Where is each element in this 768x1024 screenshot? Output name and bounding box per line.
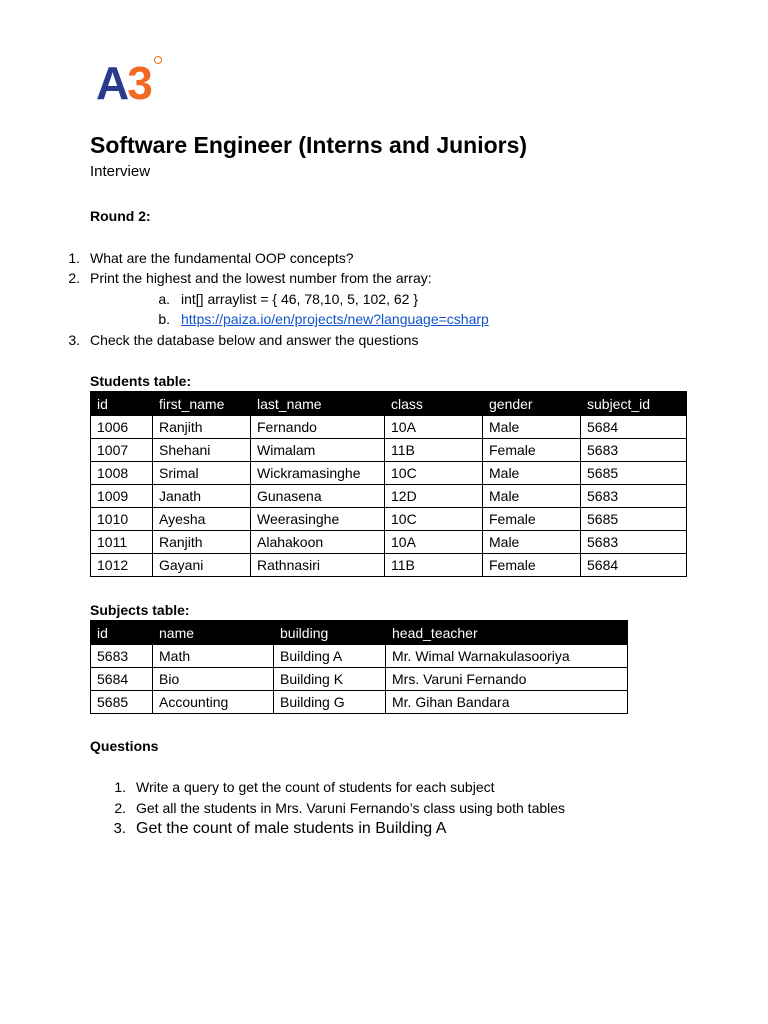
questions-heading: Questions xyxy=(90,738,159,754)
table-header-row xyxy=(91,621,628,645)
table-cell: Male xyxy=(483,485,581,508)
table-cell: 10A xyxy=(385,531,483,554)
table-cell: Ranjith xyxy=(153,416,251,439)
table-row xyxy=(91,668,628,691)
list-item-number: 3. xyxy=(68,332,80,348)
column-header: gender xyxy=(483,392,581,416)
table-cell: 5684 xyxy=(581,416,687,439)
column-header: class xyxy=(385,392,483,416)
list-item-text: What are the fundamental OOP concepts? xyxy=(90,250,354,266)
table-cell: 5683 xyxy=(581,531,687,554)
sublist-item-number: b. xyxy=(158,311,170,327)
table-cell: 5684 xyxy=(91,668,153,691)
table-cell: 1009 xyxy=(91,485,153,508)
table-row xyxy=(91,508,687,531)
table-row xyxy=(91,439,687,462)
table-cell: 10C xyxy=(385,462,483,485)
logo-degree-mark xyxy=(154,56,162,64)
column-header: head_teacher xyxy=(386,621,628,645)
table-cell: 5683 xyxy=(581,439,687,462)
table-cell: Female xyxy=(483,554,581,577)
subjects-table xyxy=(90,620,628,714)
question-number: 1. xyxy=(114,779,126,795)
question-number: 2. xyxy=(114,800,126,816)
table-cell: Bio xyxy=(153,668,274,691)
table-cell: 5685 xyxy=(91,691,153,714)
a3-logo xyxy=(96,58,151,108)
table-cell: Alahakoon xyxy=(251,531,385,554)
table-row xyxy=(91,462,687,485)
table-cell: Building A xyxy=(274,645,386,668)
table-cell: 10C xyxy=(385,508,483,531)
column-header: name xyxy=(153,621,274,645)
column-header: id xyxy=(91,621,153,645)
table-row xyxy=(91,485,687,508)
table-cell: Wimalam xyxy=(251,439,385,462)
paiza-link[interactable]: https://paiza.io/en/projects/new?language=csharp xyxy=(181,311,489,327)
table-cell: Mrs. Varuni Fernando xyxy=(386,668,628,691)
table-cell: 1008 xyxy=(91,462,153,485)
students-table xyxy=(90,391,687,577)
table-cell: 11B xyxy=(385,439,483,462)
table-cell: Srimal xyxy=(153,462,251,485)
column-header: last_name xyxy=(251,392,385,416)
table-cell: Female xyxy=(483,439,581,462)
list-item-text: Check the database below and answer the questions xyxy=(90,332,419,348)
table-cell: 1007 xyxy=(91,439,153,462)
table-cell: Male xyxy=(483,416,581,439)
table-cell: 12D xyxy=(385,485,483,508)
sublist-item-number: a. xyxy=(158,291,170,307)
question-number: 3. xyxy=(113,820,126,837)
question-text: Get all the students in Mrs. Varuni Fernando’s class using both tables xyxy=(136,800,566,816)
table-cell: Math xyxy=(153,645,274,668)
table-cell: Shehani xyxy=(153,439,251,462)
array-code-text: int[] arraylist = { 46, 78,10, 5, 102, 62 } xyxy=(181,291,418,307)
table-cell: Building G xyxy=(274,691,386,714)
table-cell: 5685 xyxy=(581,462,687,485)
column-header: id xyxy=(91,392,153,416)
table-cell: 5685 xyxy=(581,508,687,531)
question-text: Write a query to get the count of students for each subject xyxy=(136,779,495,795)
table-cell: 10A xyxy=(385,416,483,439)
table-cell: Mr. Wimal Warnakulasooriya xyxy=(386,645,628,668)
logo-digit: 3 xyxy=(127,57,151,109)
list-item-text: Print the highest and the lowest number from the array: xyxy=(90,270,432,286)
round-label: Round 2: xyxy=(90,208,151,224)
subjects-table-label: Subjects table: xyxy=(90,602,190,618)
table-cell: 1010 xyxy=(91,508,153,531)
table-cell: 1011 xyxy=(91,531,153,554)
column-header: first_name xyxy=(153,392,251,416)
table-row xyxy=(91,691,628,714)
table-cell: Fernando xyxy=(251,416,385,439)
logo-letter: A xyxy=(96,57,128,109)
table-cell: 1006 xyxy=(91,416,153,439)
table-row xyxy=(91,554,687,577)
table-cell: 5683 xyxy=(91,645,153,668)
table-cell: Janath xyxy=(153,485,251,508)
table-row xyxy=(91,416,687,439)
list-item-number: 1. xyxy=(68,250,80,266)
table-cell: 11B xyxy=(385,554,483,577)
table-cell: Mr. Gihan Bandara xyxy=(386,691,628,714)
table-cell: 1012 xyxy=(91,554,153,577)
table-cell: Weerasinghe xyxy=(251,508,385,531)
table-cell: Female xyxy=(483,508,581,531)
page-subtitle: Interview xyxy=(90,163,151,180)
table-cell: 5684 xyxy=(581,554,687,577)
question-text: Get the count of male students in Building A xyxy=(136,820,447,837)
table-header-row xyxy=(91,392,687,416)
table-cell: Ranjith xyxy=(153,531,251,554)
table-cell: Wickramasinghe xyxy=(251,462,385,485)
table-cell: Building K xyxy=(274,668,386,691)
column-header: building xyxy=(274,621,386,645)
table-cell: Rathnasiri xyxy=(251,554,385,577)
table-cell: 5683 xyxy=(581,485,687,508)
table-cell: Gunasena xyxy=(251,485,385,508)
page-title: Software Engineer (Interns and Juniors) xyxy=(90,132,528,158)
table-cell: Gayani xyxy=(153,554,251,577)
table-cell: Male xyxy=(483,531,581,554)
table-row xyxy=(91,531,687,554)
table-row xyxy=(91,645,628,668)
table-cell: Accounting xyxy=(153,691,274,714)
table-cell: Ayesha xyxy=(153,508,251,531)
table-cell: Male xyxy=(483,462,581,485)
column-header: subject_id xyxy=(581,392,687,416)
list-item-number: 2. xyxy=(68,270,80,286)
students-table-label: Students table: xyxy=(90,373,192,389)
